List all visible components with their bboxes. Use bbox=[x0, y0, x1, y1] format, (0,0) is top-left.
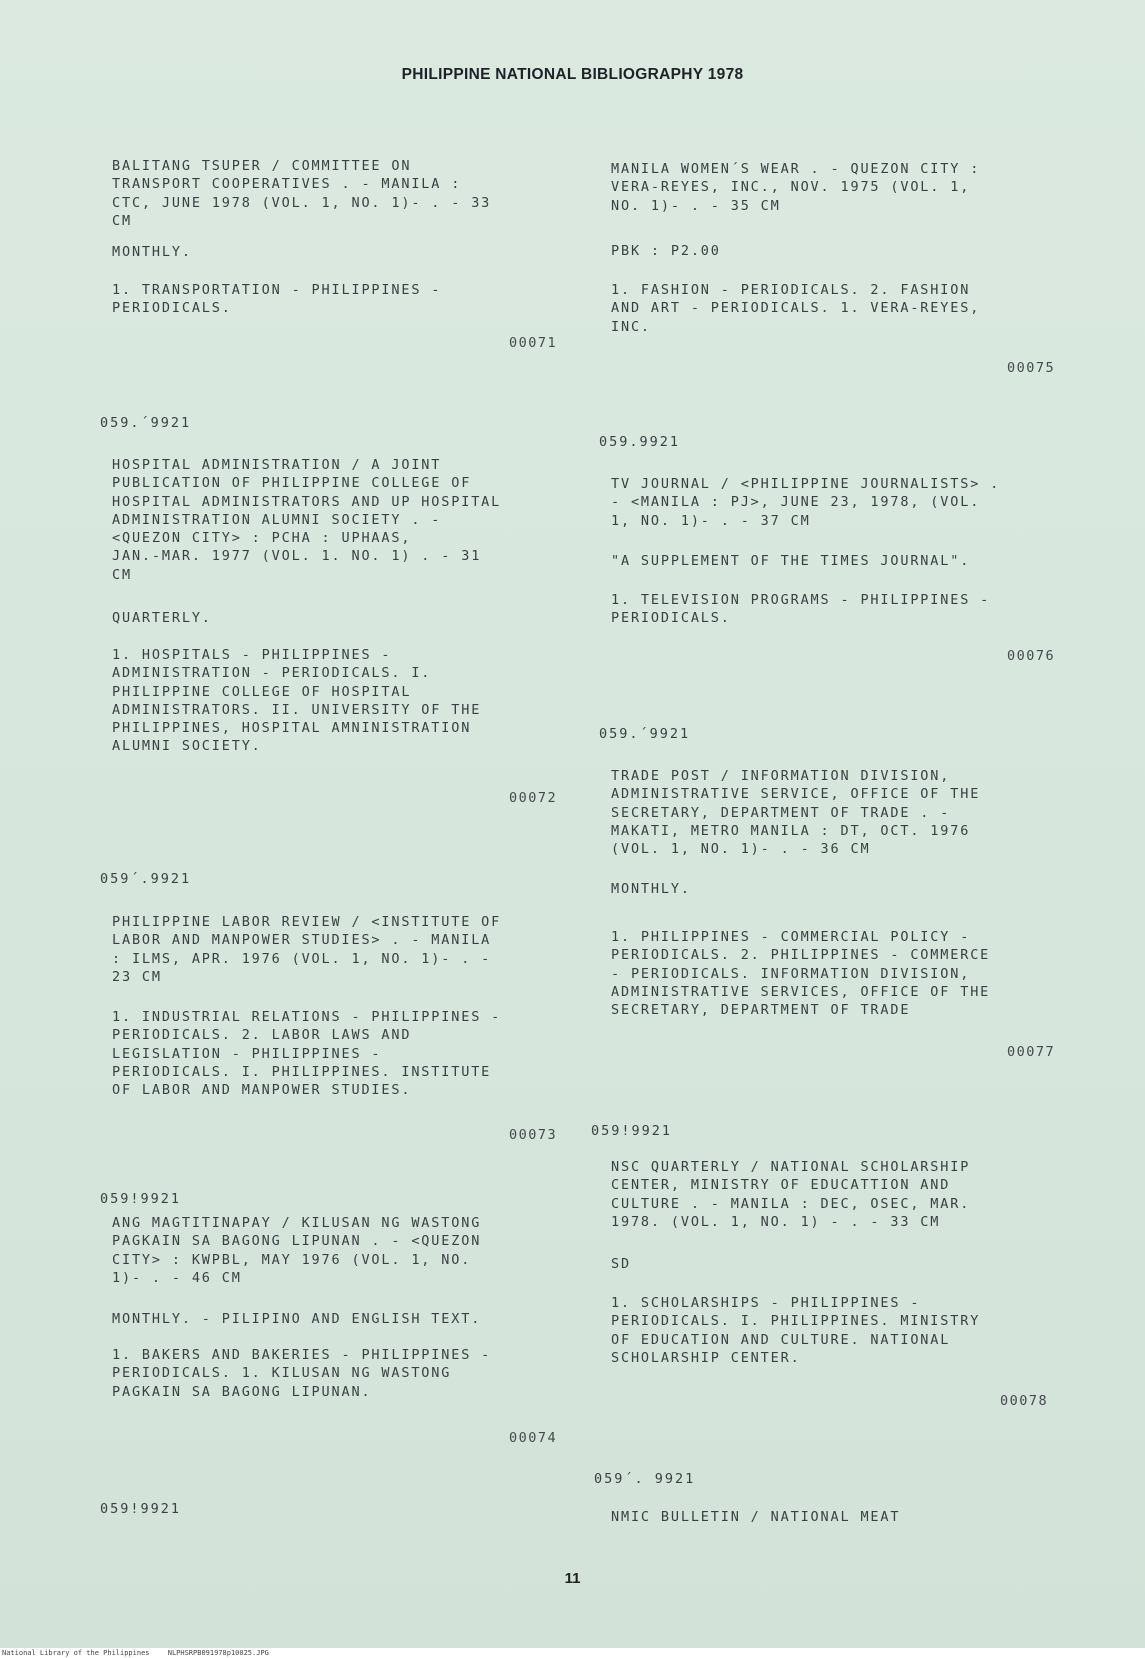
entry-subjects: 1. TRANSPORTATION - PHILIPPINES - PERIODICALS. bbox=[112, 282, 442, 317]
entry-number: 00074 bbox=[509, 1430, 558, 1446]
classmark: 059!9921 bbox=[591, 1123, 673, 1139]
classmark: 059´.9921 bbox=[100, 871, 192, 887]
entry-title: ANG MAGTITINAPAY / KILUSAN NG WASTONG PAGKAIN SA BAGONG LIPUNAN . - <QUEZON CITY> : KWPBL, MAY 1976 (VOL. 1, NO. 1)- . - 46 CM bbox=[112, 1215, 482, 1286]
entry-number: 00076 bbox=[1007, 648, 1056, 664]
entry-subjects: 1. HOSPITALS - PHILIPPINES - ADMINISTRATION - PERIODICALS. I. PHILIPPINE COLLEGE OF HOSPITAL ADMINISTRATORS. II. UNIVERSITY OF THE PHILIPPINES, HOSPITAL AMNINISTRATION ALUMNI SOCIETY. bbox=[112, 647, 482, 755]
classmark: 059.´9921 bbox=[599, 726, 691, 742]
classmark: 059´. 9921 bbox=[594, 1471, 696, 1487]
entry-title: MANILA WOMEN´S WEAR . - QUEZON CITY : VERA-REYES, INC., NOV. 1975 (VOL. 1, NO. 1)- . - 35 CM bbox=[611, 161, 981, 214]
entry-subjects: 1. FASHION - PERIODICALS. 2. FASHION AND ART - PERIODICALS. 1. VERA-REYES, INC. bbox=[611, 282, 981, 335]
entry-subjects: 1. PHILIPPINES - COMMERCIAL POLICY - PERIODICALS. 2. PHILIPPINES - COMMERCE - PERIODICALS. INFORMATION DIVISION, ADMINISTRATIVE SERVICES, OFFICE OF THE SECRETARY, DEPARTMENT OF TRADE bbox=[611, 929, 991, 1019]
entry-title: TV JOURNAL / <PHILIPPINE JOURNALISTS> . - <MANILA : PJ>, JUNE 23, 1978, (VOL. 1, NO. 1)- . - 37 CM bbox=[611, 476, 1001, 529]
entry-number: 00071 bbox=[509, 335, 558, 351]
entry-title: PHILIPPINE LABOR REVIEW / <INSTITUTE OF LABOR AND MANPOWER STUDIES> . - MANILA : ILMS, APR. 1976 (VOL. 1, NO. 1)- . - 23 CM bbox=[112, 914, 502, 985]
entry-note: MONTHLY. bbox=[112, 244, 192, 260]
entry-note: SD bbox=[611, 1256, 631, 1272]
entry-number: 00073 bbox=[509, 1127, 558, 1143]
entry-number: 00072 bbox=[509, 790, 558, 806]
entry-number: 00078 bbox=[1000, 1393, 1049, 1409]
entry-subjects: 1. SCHOLARSHIPS - PHILIPPINES - PERIODICALS. I. PHILIPPINES. MINISTRY OF EDUCATION AND CULTURE. NATIONAL SCHOLARSHIP CENTER. bbox=[611, 1295, 981, 1366]
entry-title: TRADE POST / INFORMATION DIVISION, ADMINISTRATIVE SERVICE, OFFICE OF THE SECRETARY, DEPARTMENT OF TRADE . - MAKATI, METRO MANILA : DT, OCT. 1976 (VOL. 1, NO. 1)- . - 36 CM bbox=[611, 768, 981, 858]
classmark: 059.9921 bbox=[599, 434, 681, 450]
entry-subjects: 1. TELEVISION PROGRAMS - PHILIPPINES - PERIODICALS. bbox=[611, 592, 991, 627]
entry-number: 00075 bbox=[1007, 360, 1056, 376]
scan-footer bbox=[0, 1648, 1145, 1658]
classmark: 059.´9921 bbox=[100, 415, 192, 431]
entry-note: MONTHLY. bbox=[611, 881, 691, 897]
entry-subjects: 1. BAKERS AND BAKERIES - PHILIPPINES - PERIODICALS. 1. KILUSAN NG WASTONG PAGKAIN SA BAGONG LIPUNAN. bbox=[112, 1347, 492, 1400]
classmark: 059!9921 bbox=[100, 1191, 182, 1207]
entry-title: NSC QUARTERLY / NATIONAL SCHOLARSHIP CENTER, MINISTRY OF EDUCATTION AND CULTURE . - MANILA : DEC, OSEC, MAR. 1978. (VOL. 1, NO. 1) - . - 33 CM bbox=[611, 1159, 971, 1230]
entry-subjects: 1. INDUSTRIAL RELATIONS - PHILIPPINES - PERIODICALS. 2. LABOR LAWS AND LEGISLATION - PHILIPPINES - PERIODICALS. I. PHILIPPINES. INSTITUTE OF LABOR AND MANPOWER STUDIES. bbox=[112, 1009, 502, 1099]
entry-number: 00077 bbox=[1007, 1044, 1056, 1060]
entry-note: "A SUPPLEMENT OF THE TIMES JOURNAL". bbox=[611, 553, 971, 569]
entry-note: PBK : P2.00 bbox=[611, 243, 721, 259]
footer-library: National Library of the Philippines bbox=[2, 1649, 150, 1657]
page-number: 11 bbox=[564, 1570, 581, 1587]
entry-note: MONTHLY. - PILIPINO AND ENGLISH TEXT. bbox=[112, 1311, 482, 1327]
classmark: 059!9921 bbox=[100, 1501, 182, 1517]
page-title: PHILIPPINE NATIONAL BIBLIOGRAPHY 1978 bbox=[401, 66, 744, 83]
entry-note: QUARTERLY. bbox=[112, 610, 212, 626]
footer-file: NLPHSRPB091978p10025.JPG bbox=[167, 1649, 269, 1657]
entry-title: NMIC BULLETIN / NATIONAL MEAT bbox=[611, 1509, 901, 1525]
entry-title: BALITANG TSUPER / COMMITTEE ON TRANSPORT COOPERATIVES . - MANILA : CTC, JUNE 1978 (VOL. 1, NO. 1)- . - 33 CM bbox=[112, 158, 492, 229]
entry-title: HOSPITAL ADMINISTRATION / A JOINT PUBLICATION OF PHILIPPINE COLLEGE OF HOSPITAL ADMINISTRATORS AND UP HOSPITAL ADMINISTRATION ALUMNI SOCIETY . - <QUEZON CITY> : PCHA : UPHAAS, JAN.-MAR. 1977 (VOL. 1. NO. 1) . - 31 CM bbox=[112, 457, 502, 583]
